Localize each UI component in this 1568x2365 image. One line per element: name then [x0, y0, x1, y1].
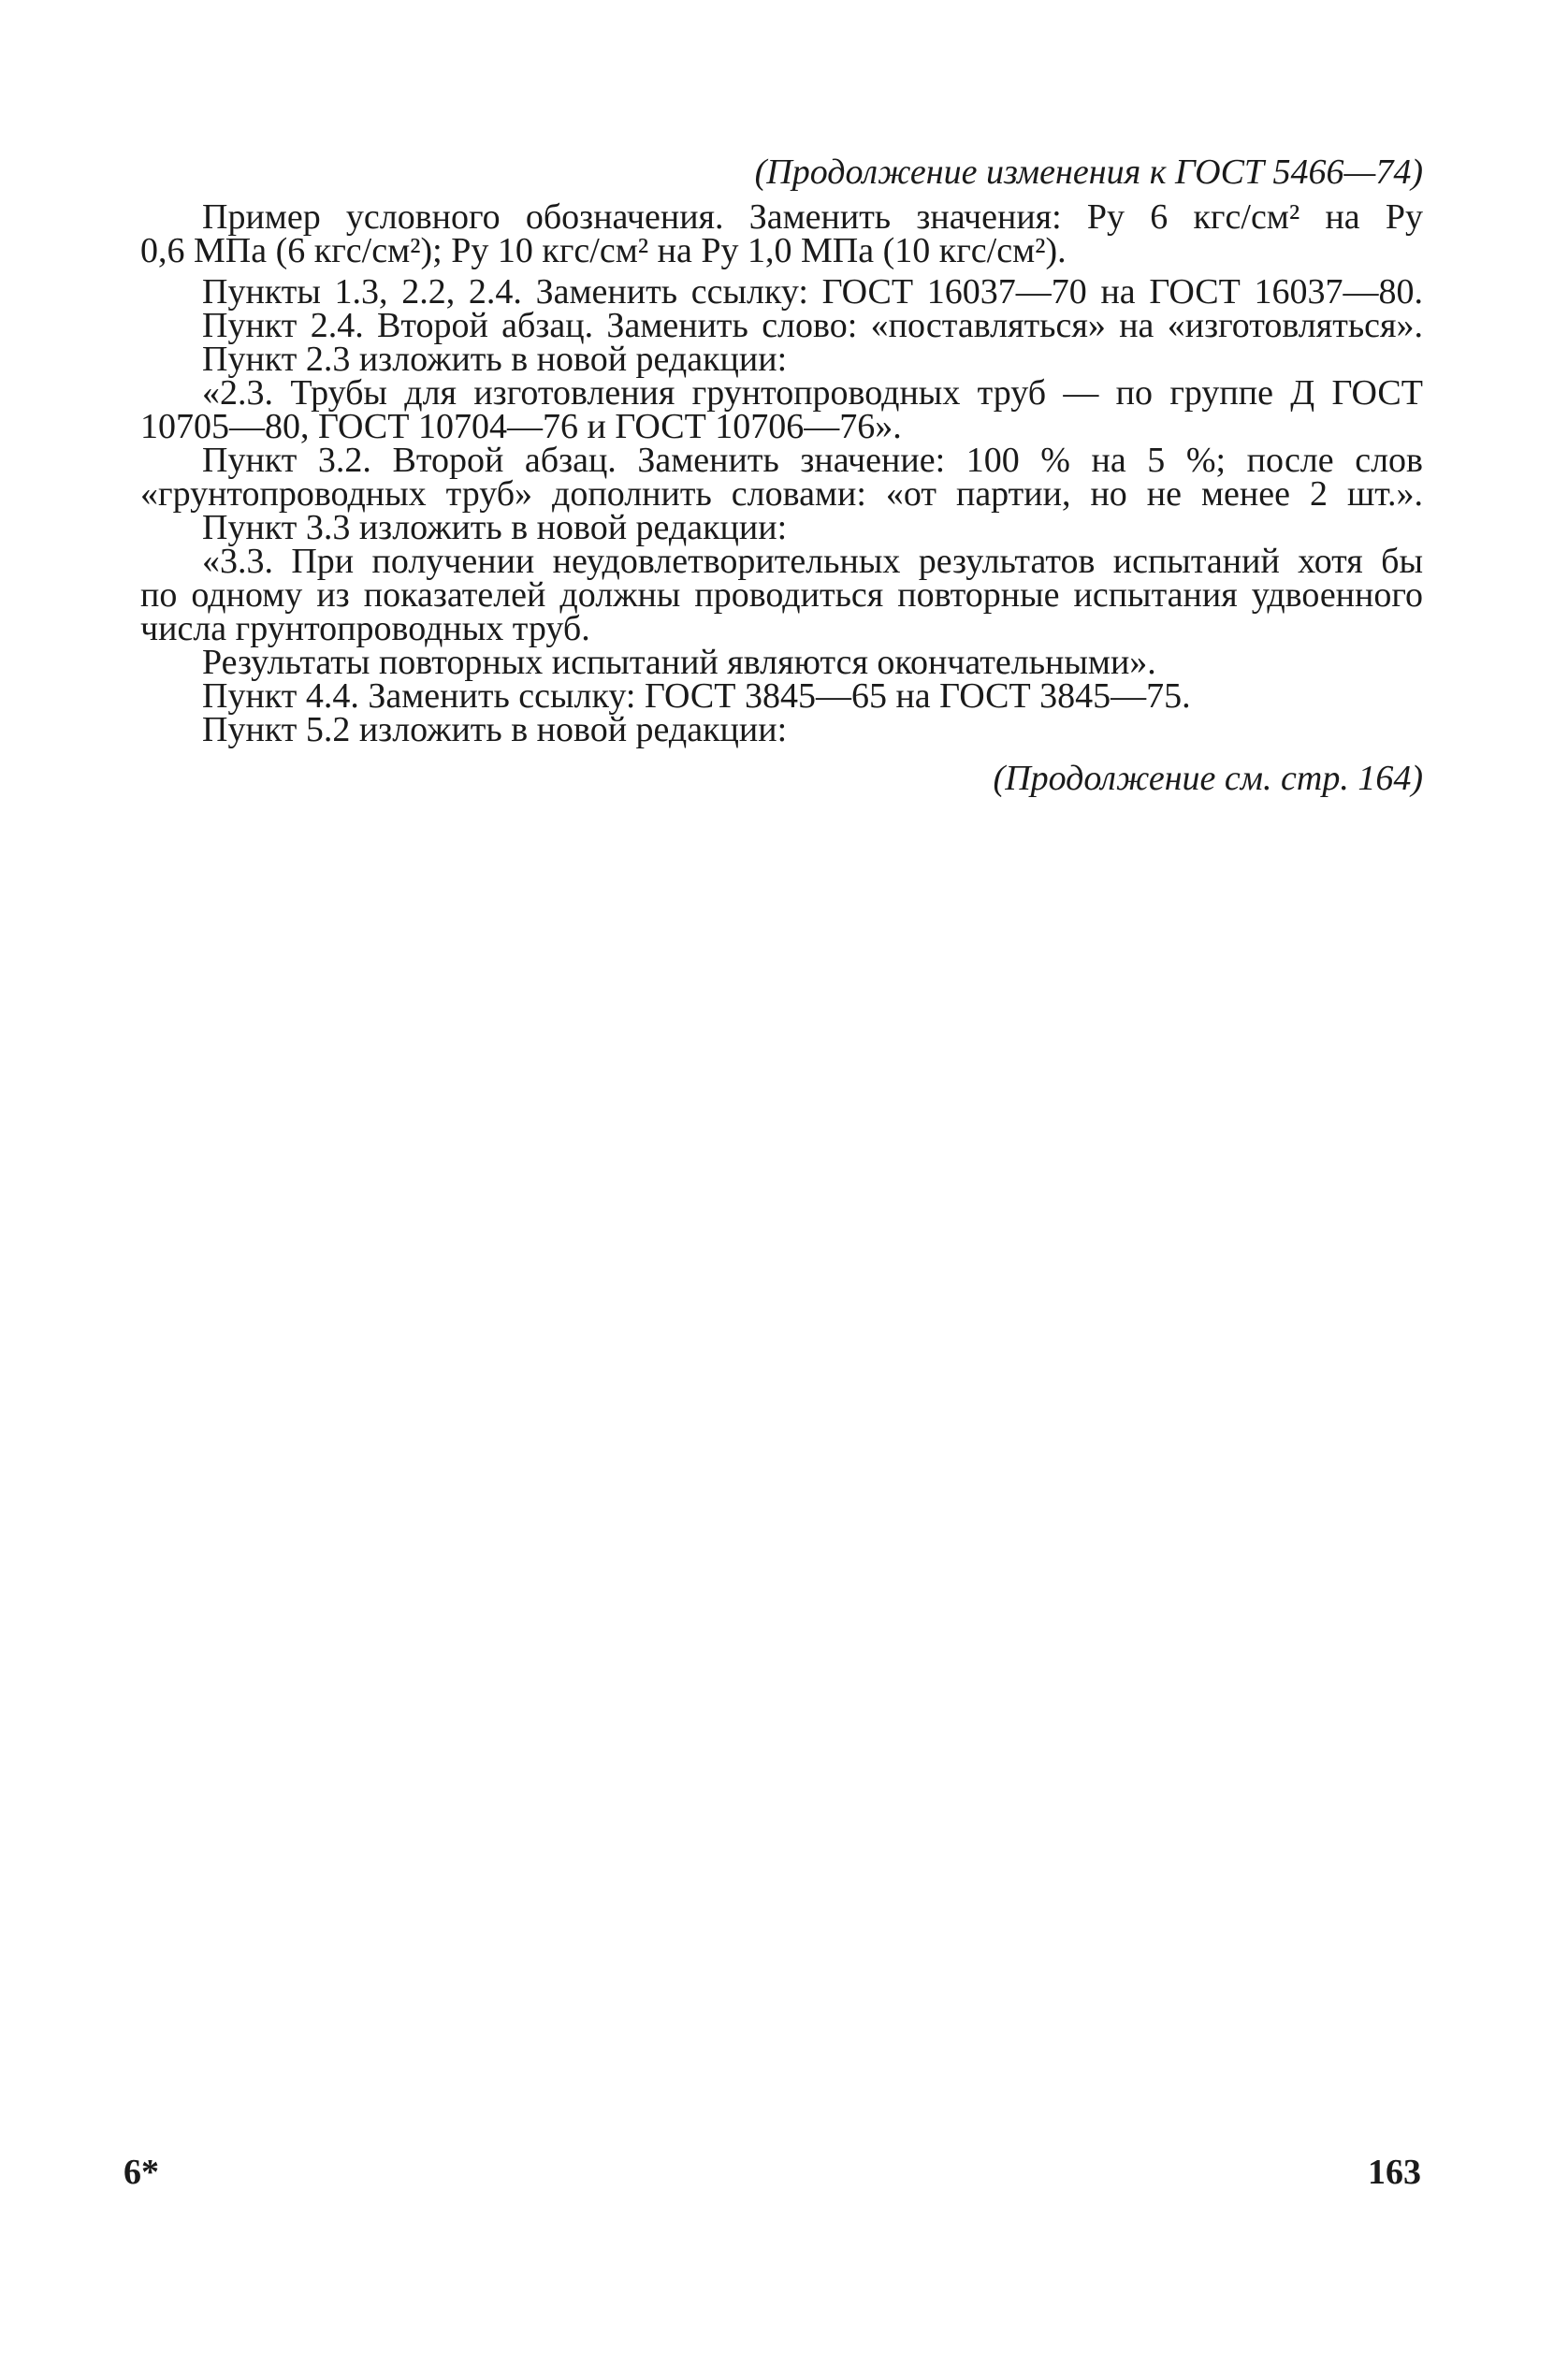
- page-text-block: [140, 152, 1423, 799]
- text-line: Пункт 2.3 изложить в новой редакции:: [202, 340, 788, 379]
- text-line: 10705—80, ГОСТ 10704—76 и ГОСТ 10706—76».: [140, 407, 902, 446]
- text-line: «грунтопроводных труб» дополнить словами: «от партии, но не менее 2 шт.».: [140, 474, 1423, 514]
- page-number: 163: [1368, 2153, 1421, 2192]
- text-line: Пример условного обозначения. Заменить значения: Pу 6 кгс/см² на Pу: [202, 197, 1423, 237]
- text-line: Пункт 4.4. Заменить ссылку: ГОСТ 3845—65 на ГОСТ 3845—75.: [202, 676, 1191, 716]
- signature-mark: 6*: [123, 2153, 159, 2192]
- text-line: Пункт 3.2. Второй абзац. Заменить значение: 100 % на 5 %; после слов: [202, 441, 1423, 480]
- text-line: Пункты 1.3, 2.2, 2.4. Заменить ссылку: ГОСТ 16037—70 на ГОСТ 16037—80.: [202, 272, 1423, 312]
- text-line: «2.3. Трубы для изготовления грунтопроводных труб — по группе Д ГОСТ: [202, 373, 1423, 413]
- text-line: 0,6 МПа (6 кгс/см²); Pу 10 кгс/см² на Pу 1,0 МПа (10 кгс/см²).: [140, 231, 1067, 270]
- text-line: по одному из показателей должны проводиться повторные испытания удвоенного: [140, 575, 1423, 615]
- text-line: Пункт 2.4. Второй абзац. Заменить слово: «поставляться» на «изготовляться».: [202, 306, 1423, 345]
- continuation-footer: (Продолжение см. стр. 164): [993, 759, 1423, 798]
- text-line: числа грунтопроводных труб.: [140, 609, 590, 648]
- text-line: Пункт 3.3 изложить в новой редакции:: [202, 508, 788, 547]
- text-line: «3.3. При получении неудовлетворительных результатов испытаний хотя бы: [202, 542, 1423, 581]
- text-line: Пункт 5.2 изложить в новой редакции:: [202, 710, 788, 749]
- text-line: Результаты повторных испытаний являются окончательными».: [202, 643, 1156, 682]
- continuation-header: (Продолжение изменения к ГОСТ 5466—74): [754, 152, 1423, 192]
